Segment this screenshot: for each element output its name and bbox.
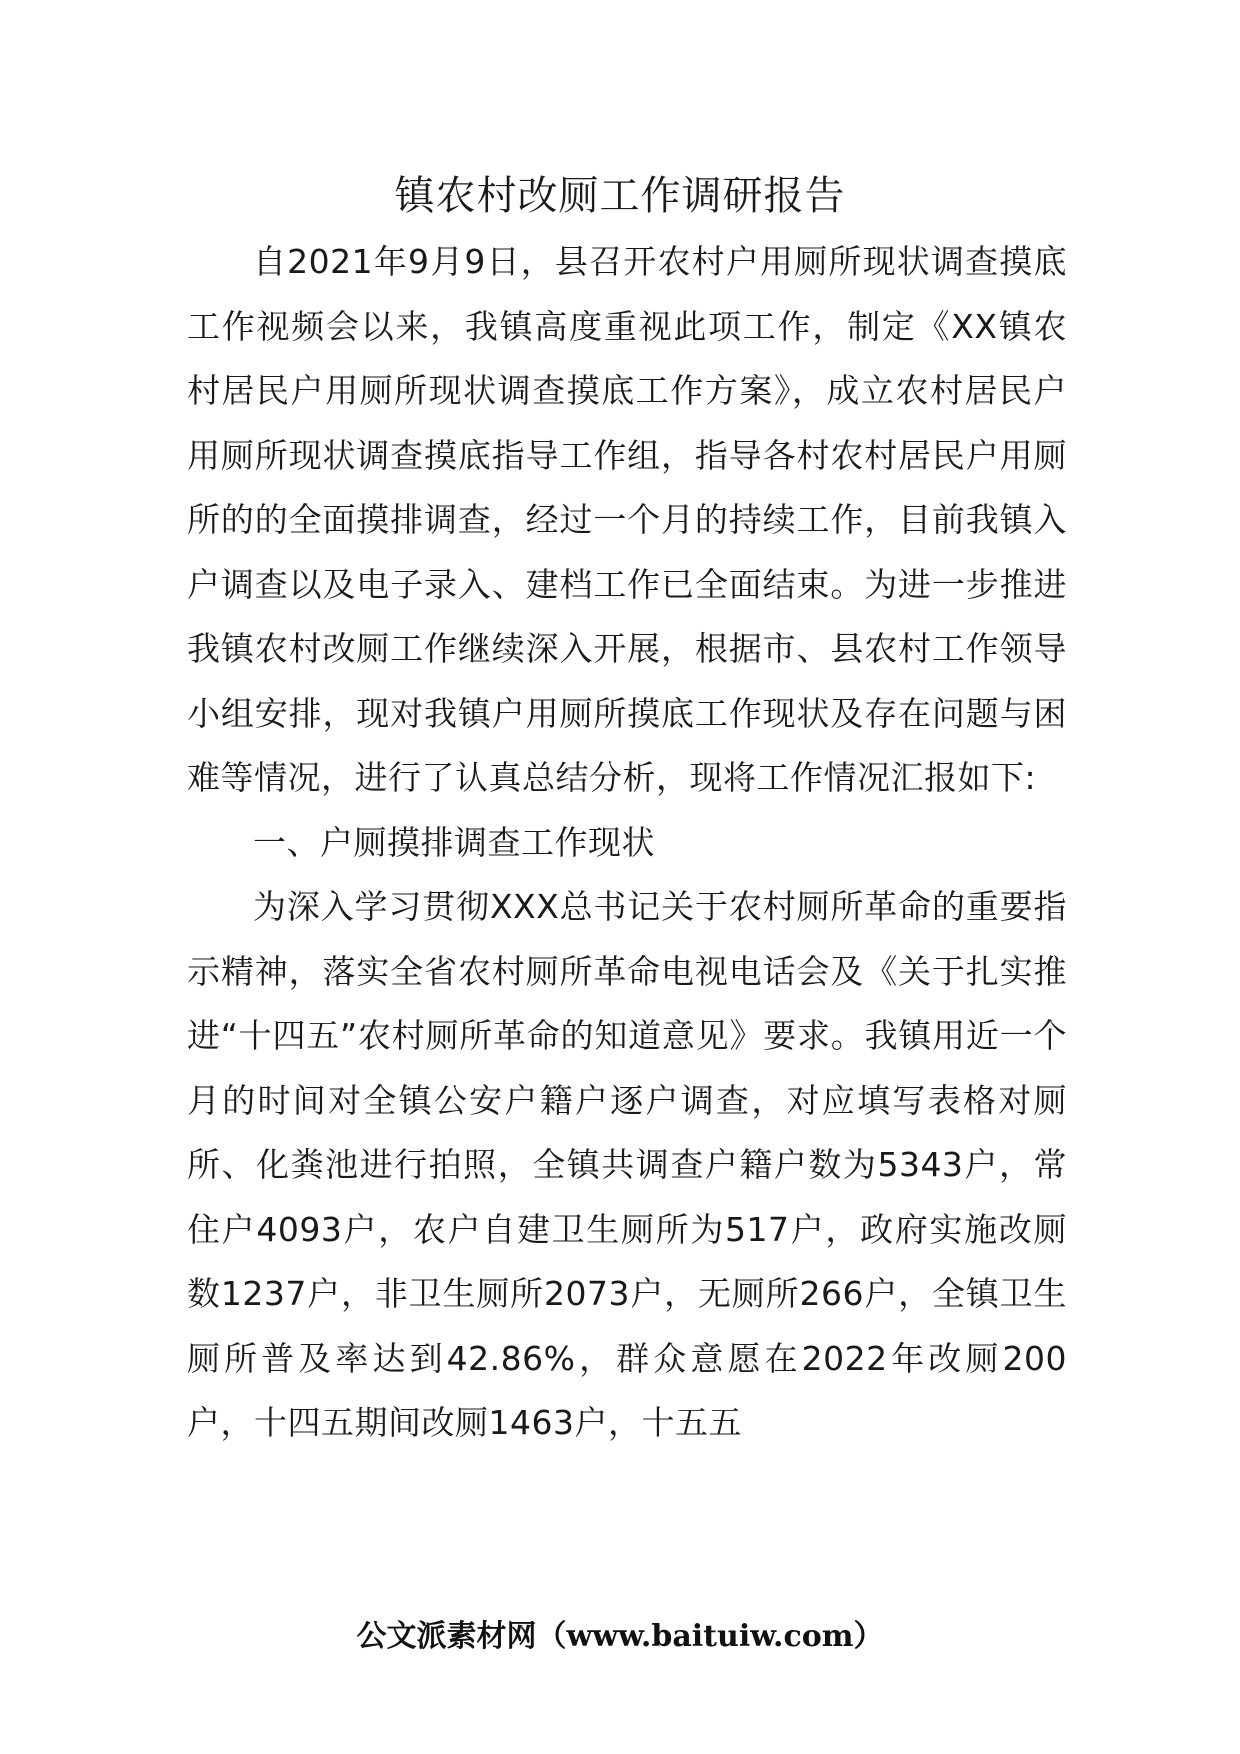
paragraph-intro: 自2021年9月9日，县召开农村户用厕所现状调查摸底工作视频会以来，我镇高度重视此项工作，制定《XX镇农村居民户用厕所现状调查摸底工作方案》，成立农村居民户用厕所现状调查摸底指导工作组，指导各村农村居民户用厕所的的全面摸排调查，经过一个月的持续工作，目前我镇入户调查以及电子录入、建档工作已全面结束。为进一步推进我镇农村改厕工作继续深入开展，根据市、县农村工作领导小组安排，现对我镇户用厕所摸底工作现状及存在问题与困难等情况，进行了认真总结分析，现将工作情况汇报如下: bbox=[187, 242, 1067, 797]
paragraph-survey-status: 为深入学习贯彻XXX总书记关于农村厕所革命的重要指示精神，落实全省农村厕所革命电视电话会及《关于扎实推进“十四五”农村厕所革命的知道意见》要求。我镇用近一个月的时间对全镇公安户籍户逐户调查，对应填写表格对厕所、化粪池进行拍照，全镇共调查户籍户数为5343户，常住户4093户，农户自建卫生厕所为517户，政府实施改厕数1237户，非卫生厕所2073户，无厕所266户，全镇卫生厕所普及率达到42.86%，群众意愿在2022年改厕200户，十四五期间改厕1463户，十五五 bbox=[187, 887, 1067, 1442]
document-body bbox=[187, 230, 1067, 1456]
document-title: 镇农村改厕工作调研报告 bbox=[394, 173, 846, 219]
section-heading-1: 一、户厕摸排调查工作现状 bbox=[253, 822, 655, 862]
footer-watermark: 公文派素材网（www.baituiw.com） bbox=[356, 1619, 884, 1654]
